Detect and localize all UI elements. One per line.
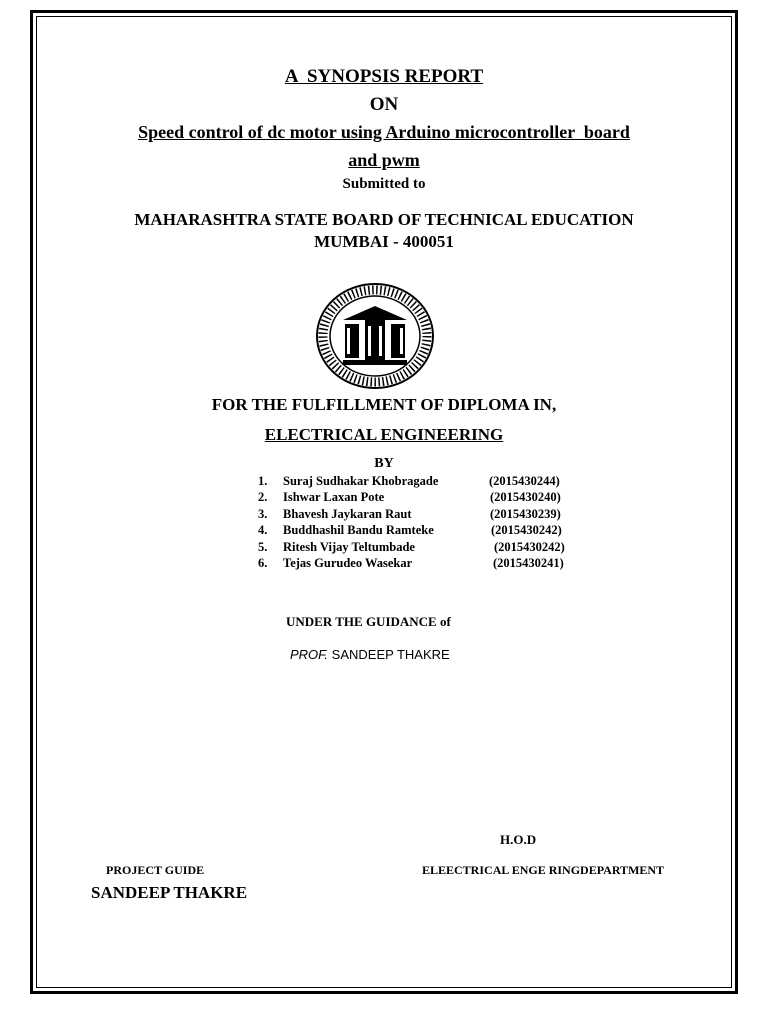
guide-title-prefix: PROF. <box>290 647 329 662</box>
by-label: BY <box>374 456 394 471</box>
member-roll-number: (2015430242) <box>494 539 565 554</box>
hod-label: H.O.D <box>500 832 537 847</box>
member-name: Bhavesh Jaykaran Raut <box>283 506 412 521</box>
member-number: 3. <box>258 506 268 521</box>
member-roll-number: (2015430241) <box>493 555 564 570</box>
board-name: MAHARASHTRA STATE BOARD OF TECHNICAL EDUCATION <box>134 210 634 229</box>
report-title: A SYNOPSIS REPORT <box>284 66 484 87</box>
member-roll-number: (2015430239) <box>490 506 561 521</box>
member-list <box>258 473 588 571</box>
member-name: Buddhashil Bandu Ramteke <box>283 523 434 538</box>
msbte-seal-logo <box>313 282 437 390</box>
member-roll-number: (2015430242) <box>491 523 562 538</box>
guidance-label: UNDER THE GUIDANCE of <box>286 614 451 629</box>
member-number: 6. <box>258 555 268 570</box>
member-name: Ishwar Laxan Pote <box>283 490 385 505</box>
member-row <box>258 489 588 505</box>
member-row <box>258 539 588 555</box>
member-number: 1. <box>258 474 268 488</box>
project-guide-label: PROJECT GUIDE <box>106 863 205 877</box>
member-number: 5. <box>258 539 268 554</box>
member-row <box>258 473 588 489</box>
on-label: ON <box>369 94 399 115</box>
project-guide-name: SANDEEP THAKRE <box>91 883 248 902</box>
member-number: 4. <box>258 523 268 538</box>
submitted-to-label: Submitted to <box>342 176 426 192</box>
member-row <box>258 522 588 538</box>
guide-name: SANDEEP THAKRE <box>328 647 450 662</box>
member-name: Tejas Gurudeo Wasekar <box>283 555 413 570</box>
member-number: 2. <box>258 490 268 505</box>
member-roll-number: (2015430240) <box>490 490 561 505</box>
member-roll-number: (2015430244) <box>489 474 560 488</box>
branch-name: ELECTRICAL ENGINEERING <box>264 425 504 444</box>
member-row <box>258 506 588 522</box>
guide-name-line <box>290 647 450 662</box>
member-name: Suraj Sudhakar Khobragade <box>283 474 439 488</box>
member-row <box>258 555 588 571</box>
department-name: ELEECTRICAL ENGE RINGDEPARTMENT <box>422 863 665 877</box>
member-name: Ritesh Vijay Teltumbade <box>283 539 415 554</box>
project-title-line1: Speed control of dc motor using Arduino microcontroller board <box>138 122 630 142</box>
board-city: MUMBAI - 400051 <box>314 232 454 251</box>
project-title-line2: and pwm <box>348 150 420 170</box>
fulfillment-text: FOR THE FULFILLMENT OF DIPLOMA IN, <box>211 395 557 414</box>
